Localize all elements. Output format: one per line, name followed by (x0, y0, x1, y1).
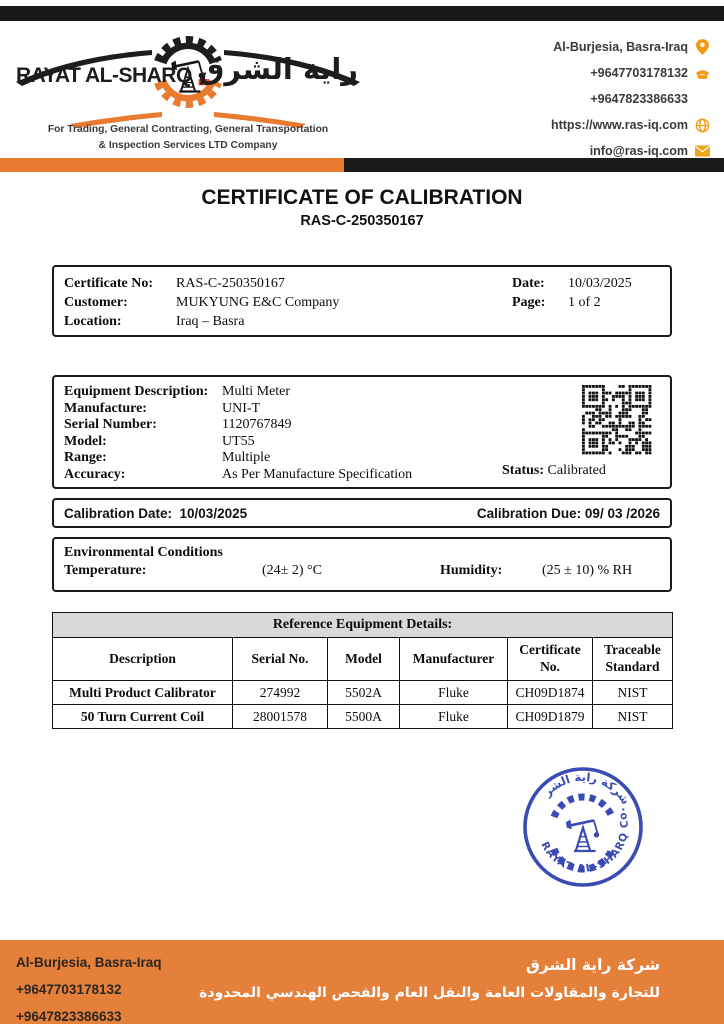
location-label: Location: (64, 314, 122, 329)
brand-name-ar: راية الشرق (198, 52, 358, 86)
footer-description-arabic: للتجارة والمقاولات العامة والنقل العام والفحص الهندسي المحدودة (199, 985, 660, 1001)
footer (0, 940, 724, 1024)
table-row (53, 681, 673, 705)
col-header-manufacturer: Manufacturer (400, 638, 508, 681)
qr-code (582, 385, 652, 455)
equipment-row-label: Range: (64, 450, 107, 466)
company-stamp (520, 764, 646, 890)
footer-address: Al-Burjesia, Basra-Iraq (16, 955, 162, 970)
cell-serial: 274992 (233, 681, 328, 705)
reference-equipment-table (52, 612, 673, 729)
certificate-info-box (52, 265, 672, 337)
contact-address-text: Al-Burjesia, Basra-Iraq (553, 40, 688, 54)
table-row (53, 705, 673, 729)
header-contact-list (480, 34, 710, 164)
col-header-serial: Serial No. (233, 638, 328, 681)
stamp-company-text: RAYAT AL-SHARQ Co. (538, 804, 632, 875)
brand-tagline-line2: & Inspection Services LTD Company (98, 139, 278, 151)
page-title: CERTIFICATE OF CALIBRATION (201, 186, 523, 209)
footer-phone2: +9647823386633 (16, 1009, 122, 1024)
location-pin-icon (695, 40, 710, 55)
equipment-row-label: Manufacture: (64, 400, 147, 416)
status-value: Calibrated (547, 463, 606, 479)
brand-tagline-line1: For Trading, General Contracting, General Transportation (47, 124, 329, 135)
calibration-due-value: 09/ 03 /2026 (584, 505, 660, 521)
date-value: 10/03/2025 (568, 276, 632, 291)
equipment-row-label: Serial Number: (64, 417, 157, 433)
cell-description: 50 Turn Current Coil (53, 705, 233, 729)
customer-value: MUKYUNG E&C Company (176, 295, 340, 310)
table-caption-row (53, 613, 673, 638)
brand-tagline (12, 122, 364, 154)
humidity-label: Humidity: (440, 563, 503, 578)
phone-icon (695, 66, 710, 81)
environmental-conditions-box (52, 537, 672, 592)
brand-name-en: RAYAT AL-SHARQ (16, 64, 192, 87)
calibration-date-label: Calibration Date: (64, 505, 173, 521)
contact-row-address (480, 34, 710, 60)
cell-description: Multi Product Calibrator (53, 681, 233, 705)
temperature-value: (24± 2) °C (262, 563, 322, 578)
col-header-traceable: Traceable Standard (593, 638, 673, 681)
contact-row-email (480, 138, 710, 164)
calibration-date (64, 506, 247, 521)
calibration-date-value: 10/03/2025 (179, 505, 248, 521)
location-value: Iraq – Basra (176, 314, 245, 329)
certificate-no-value: RAS-C-250350167 (176, 276, 285, 291)
equipment-row-value: Multiple (222, 450, 271, 466)
equipment-row-value: 1120767849 (222, 417, 292, 433)
equipment-row-label: Equipment Description: (64, 384, 209, 399)
equipment-row-label: Accuracy: (64, 466, 126, 482)
table-caption: Reference Equipment Details: (53, 613, 673, 638)
cell-manufacturer: Fluke (400, 705, 508, 729)
date-label: Date: (512, 276, 545, 291)
contact-row-phone1 (480, 60, 710, 86)
cell-serial: 28001578 (233, 705, 328, 729)
cell-traceable: NIST (593, 705, 673, 729)
equipment-row-label: Model: (64, 433, 107, 449)
equipment-description-box (52, 375, 672, 489)
equipment-row-value: UNI-T (222, 400, 261, 416)
cell-certificate: CH09D1874 (508, 681, 593, 705)
temperature-label: Temperature: (64, 563, 147, 578)
contact-row-website (480, 112, 710, 138)
equipment-row-value: As Per Manufacture Specification (222, 466, 413, 482)
contact-email-text: info@ras-iq.com (589, 144, 688, 158)
col-header-description: Description (53, 638, 233, 681)
top-black-bar (0, 6, 724, 21)
globe-icon (695, 118, 710, 133)
customer-label: Customer: (64, 295, 128, 310)
equipment-row-value: Multi Meter (222, 384, 291, 399)
footer-company-arabic: شركة راية الشرق (526, 956, 660, 974)
contact-phone2-text: +9647823386633 (590, 92, 688, 106)
page-value: 1 of 2 (568, 295, 601, 310)
contact-row-phone2 (480, 86, 710, 112)
certificate-number-heading: RAS-C-250350167 (300, 213, 424, 229)
cell-model: 5502A (328, 681, 400, 705)
col-header-certificate: Certificate No. (508, 638, 593, 681)
footer-phone1: +9647703178132 (16, 982, 122, 997)
humidity-value: (25 ± 10) % RH (542, 563, 633, 578)
calibration-due-label: Calibration Due: (476, 505, 582, 521)
environmental-title: Environmental Conditions (64, 545, 223, 560)
company-logo (12, 24, 364, 152)
status-label: Status: (502, 463, 545, 479)
table-header-row (53, 638, 673, 681)
contact-phone1-text: +9647703178132 (590, 66, 688, 80)
col-header-model: Model (328, 638, 400, 681)
certificate-no-label: Certificate No: (64, 276, 154, 291)
cell-model: 5500A (328, 705, 400, 729)
contact-website-text: https://www.ras-iq.com (550, 118, 688, 132)
cell-manufacturer: Fluke (400, 681, 508, 705)
calibration-due (477, 506, 660, 521)
calibration-date-bar (52, 498, 672, 528)
cell-certificate: CH09D1879 (508, 705, 593, 729)
cell-traceable: NIST (593, 681, 673, 705)
stamp-arabic-text: شركة راية الشرق (540, 769, 633, 830)
equipment-row-value: UT55 (222, 433, 255, 449)
page-label: Page: (512, 295, 546, 310)
envelope-icon (695, 144, 710, 159)
stamp-pumpjack-icon (566, 820, 599, 852)
